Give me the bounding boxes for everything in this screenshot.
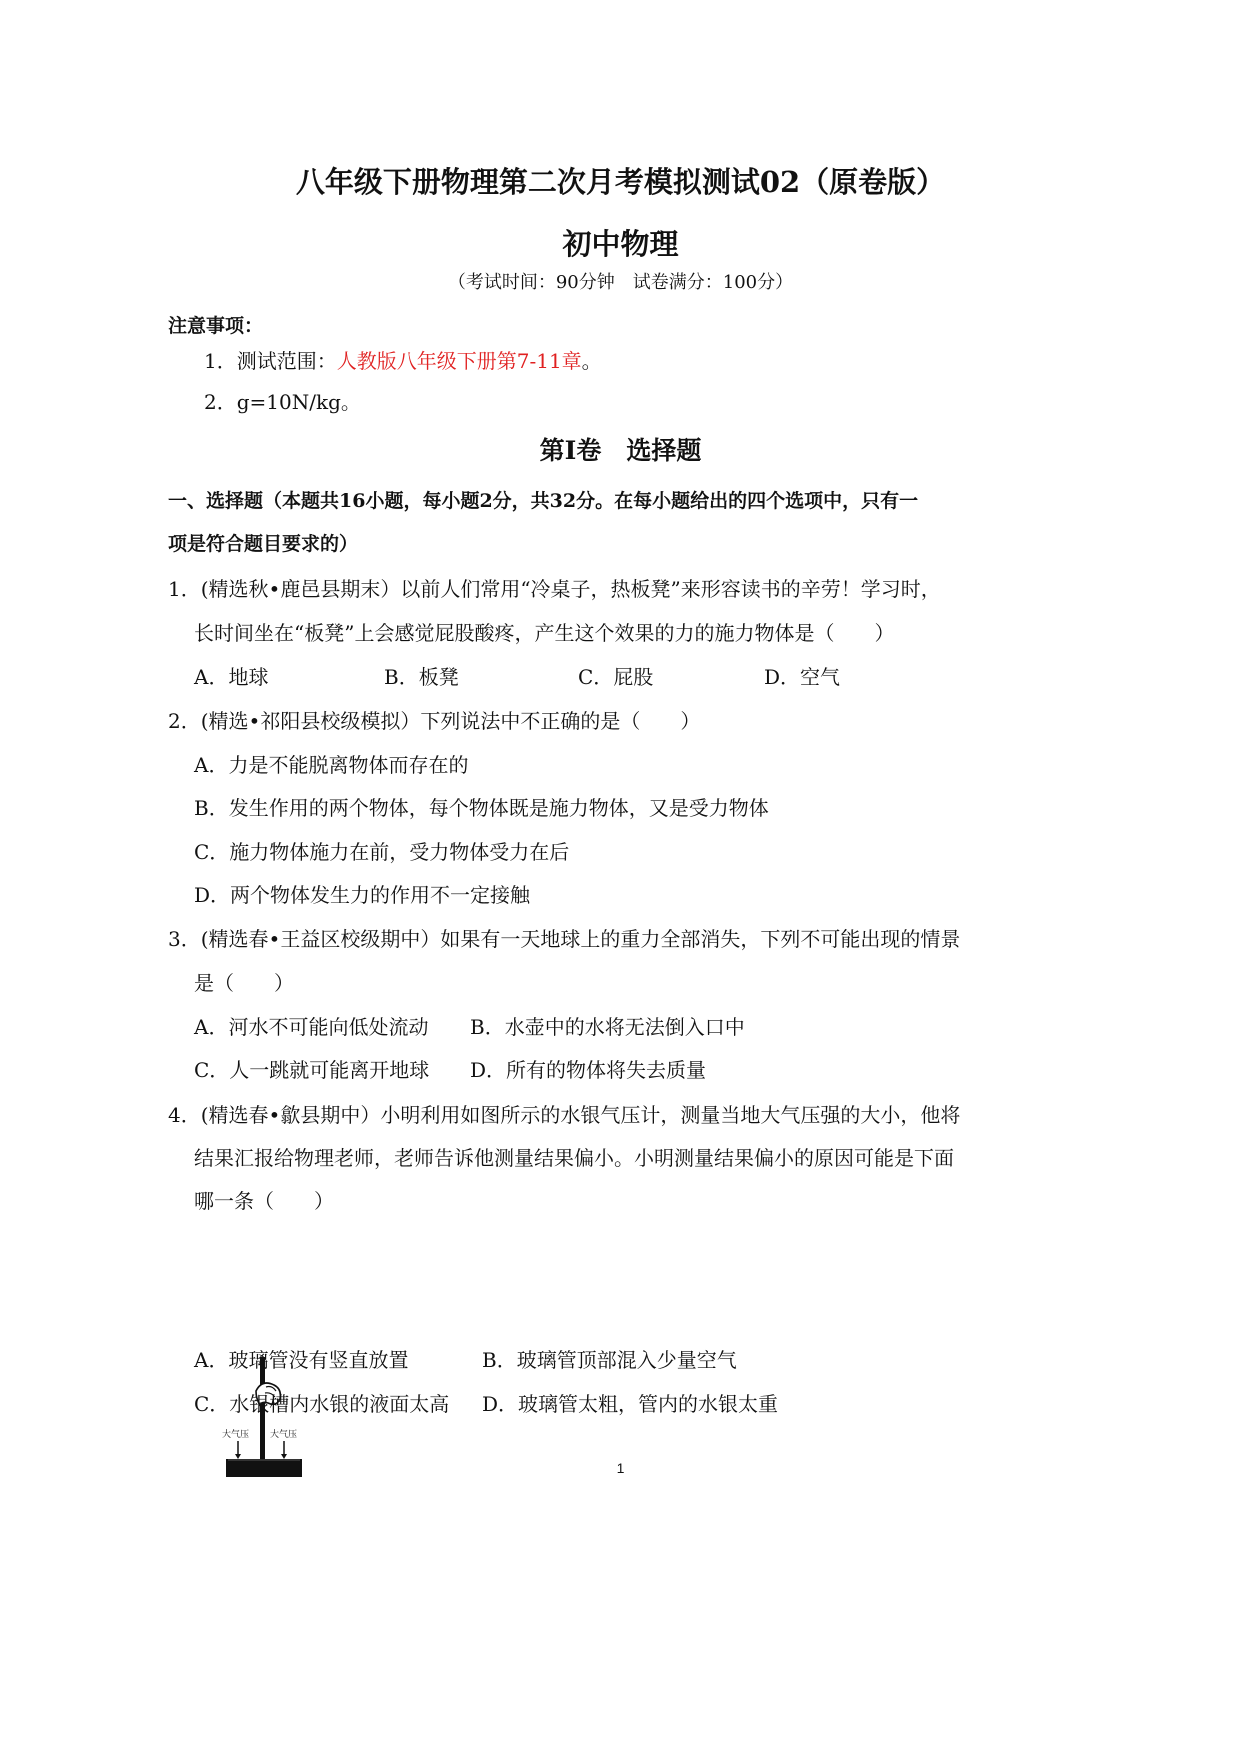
question-4-option-d: D．玻璃管太粗，管内的水银太重 xyxy=(482,1392,779,1416)
figure-label-left: 大气压 xyxy=(222,1430,250,1440)
section-instruction-line-2: 项是符合题目要求的） xyxy=(168,533,359,555)
note-item-1-suffix: 。 xyxy=(581,349,602,373)
note-item-1-highlight: 人教版八年级下册第7-11章 xyxy=(336,349,582,373)
question-4-option-b: B．玻璃管顶部混入少量空气 xyxy=(482,1348,737,1372)
notes-heading: 注意事项： xyxy=(168,315,264,337)
question-3-option-a: A．河水不可能向低处流动 xyxy=(194,1015,429,1039)
note-item-2: 2．g=10N/kg。 xyxy=(204,390,361,414)
section-heading: 第Ⅰ卷 选择题 xyxy=(539,436,702,465)
figure-label-right: 大气压 xyxy=(270,1430,298,1440)
question-2-option-b: B．发生作用的两个物体，每个物体既是施力物体，又是受力物体 xyxy=(194,796,769,820)
question-1-line-1: 1．(精选秋•鹿邑县期末）以前人们常用“冷桌子，热板凳”来形容读书的辛劳！学习时， xyxy=(168,577,941,601)
question-1-option-a: A．地球 xyxy=(194,665,269,689)
question-3-line-2: 是（ ） xyxy=(194,971,294,995)
exam-info: （考试时间：90分钟 试卷满分：100分） xyxy=(447,272,794,293)
section-instruction-line-1: 一、选择题（本题共16小题，每小题2分，共32分。在每小题给出的四个选项中，只有一 xyxy=(168,490,919,512)
question-4-line-1: 4．(精选春•歙县期中）小明利用如图所示的水银气压计，测量当地大气压强的大小，他将 xyxy=(168,1103,961,1127)
note-item-1-prefix: 1．测试范围： xyxy=(204,349,337,373)
question-3-option-c: C．人一跳就可能离开地球 xyxy=(194,1058,430,1082)
question-3-line-1: 3．(精选春•王益区校级期中）如果有一天地球上的重力全部消失，下列不可能出现的情景 xyxy=(168,927,961,951)
question-4-line-2: 结果汇报给物理老师，老师告诉他测量结果偏小。小明测量结果偏小的原因可能是下面 xyxy=(194,1146,954,1170)
page-subtitle: 初中物理 xyxy=(562,227,679,261)
note-item-1 xyxy=(204,345,602,374)
page-title: 八年级下册物理第二次月考模拟测试02（原卷版） xyxy=(295,165,946,199)
question-4-option-c: C．水银槽内水银的液面太高 xyxy=(194,1392,450,1416)
question-3-option-d: D．所有的物体将失去质量 xyxy=(470,1058,707,1082)
question-4-option-a: A．玻璃管没有竖直放置 xyxy=(194,1348,409,1372)
question-2-option-a: A．力是不能脱离物体而存在的 xyxy=(194,753,469,777)
question-1-line-2: 长时间坐在“板凳”上会感觉屁股酸疼，产生这个效果的力的施力物体是（ ） xyxy=(194,621,895,645)
question-2-option-c: C．施力物体施力在前，受力物体受力在后 xyxy=(194,840,570,864)
question-2-option-d: D．两个物体发生力的作用不一定接触 xyxy=(194,883,531,907)
question-1-option-c: C．屁股 xyxy=(578,665,654,689)
question-2-line-1: 2．(精选•祁阳县校级模拟）下列说法中不正确的是（ ） xyxy=(168,709,701,733)
page-number: 1 xyxy=(616,1460,625,1476)
question-1-option-b: B．板凳 xyxy=(384,665,459,689)
question-1-option-d: D．空气 xyxy=(764,665,841,689)
question-4-line-3: 哪一条（ ） xyxy=(194,1189,334,1213)
question-3-option-b: B．水壶中的水将无法倒入口中 xyxy=(470,1015,745,1039)
